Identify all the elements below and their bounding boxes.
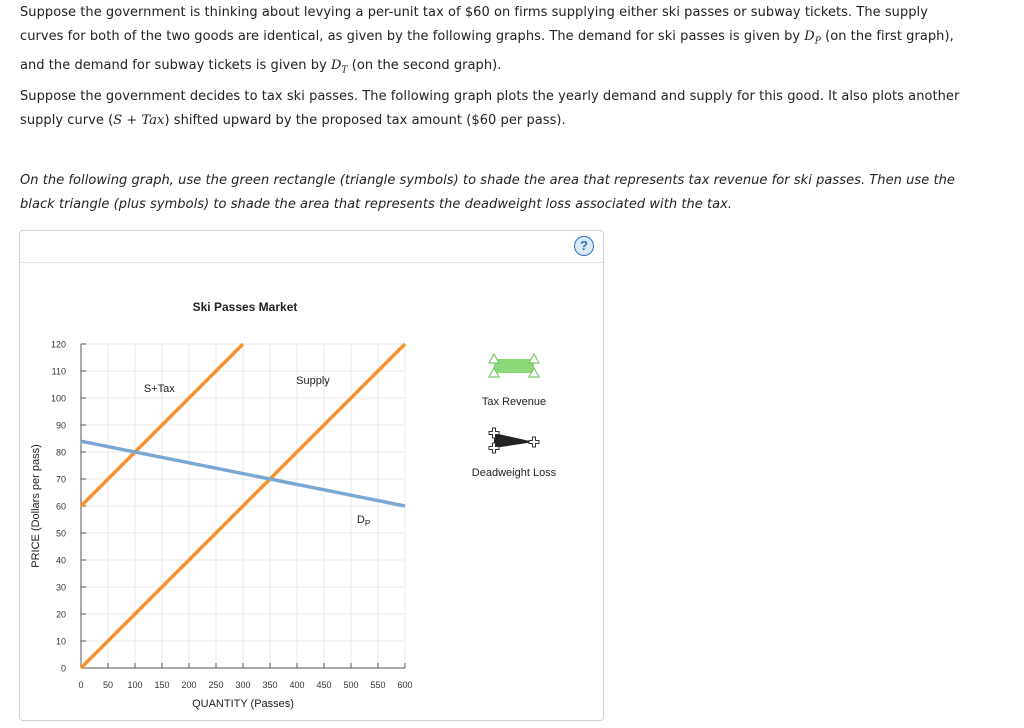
y-tick-label: 110 (51, 366, 66, 377)
tax-revenue-tool[interactable] (494, 359, 534, 373)
y-tick-label: 60 (55, 501, 66, 512)
y-axis-label: PRICE (Dollars per pass) (30, 444, 42, 568)
demand-ski-symbol: $D_P$ (804, 28, 821, 47)
y-tick-label: 40 (55, 555, 66, 566)
y-tick-label: 20 (55, 609, 66, 620)
triangle-handle-icon[interactable] (529, 354, 539, 363)
intro-paragraph: Suppose the government is thinking about levying a per-unit tax of $60 on firms supplying either ski passes or subway tickets. The supply curves for both of the two goods are identical, as given by the following graphs. The demand for ski passes is given by $D_P$ (on the first graph), and the demand for subway tickets is given by $D_T$ (on the second graph). (20, 5, 954, 76)
x-tick-label: 400 (289, 680, 305, 690)
x-tick-label: 300 (235, 680, 251, 690)
task-instructions: On the following graph, use the green rectangle (triangle symbols) to shade the area that represents tax revenue for ski passes. Then use the black triangle (plus symbols) to shade the area that represents the deadweight loss associated with the tax. (20, 173, 955, 212)
x-tick-label: 100 (127, 680, 143, 690)
deadweight-loss-tool[interactable] (494, 433, 534, 448)
triangle-handle-icon[interactable] (489, 354, 499, 363)
x-tick-label: 50 (102, 680, 114, 690)
x-tick-label: 250 (208, 680, 224, 690)
y-tick-label: 90 (55, 420, 66, 431)
y-tick-label: 50 (55, 528, 66, 539)
deadweight-loss-label: Deadweight Loss (471, 467, 557, 479)
x-axis-label: QUANTITY (Passes) (192, 698, 294, 710)
x-tick-label: 0 (78, 680, 84, 690)
demand-curve-label: $D_P$ (356, 514, 371, 529)
demand-subway-symbol: $D_T$ (331, 57, 348, 76)
chart-title: Ski Passes Market (192, 300, 298, 314)
graph-panel (19, 230, 604, 721)
x-tick-label: 500 (343, 680, 359, 690)
plus-handle-icon[interactable] (529, 437, 539, 447)
y-tick-label: 120 (50, 339, 66, 350)
supply-plus-tax-label: S+Tax (143, 383, 175, 396)
x-tick-label: 350 (262, 680, 278, 690)
supply-plus-tax-symbol: S + Tax (113, 112, 165, 128)
supply-curve-label: Supply (296, 375, 330, 388)
x-tick-label: 200 (181, 680, 197, 690)
tax-revenue-label: Tax Revenue (481, 396, 547, 408)
y-tick-label: 30 (55, 582, 66, 593)
tax-paragraph: Suppose the government decides to tax ski passes. The following graph plots the yearly demand and supply for this good. It also plots another supply curve (S + Tax) shifted upward by the proposed tax amount ($60 per pass). (20, 89, 960, 128)
x-tick-label: 450 (316, 680, 332, 690)
y-tick-label: 80 (55, 447, 66, 458)
ski-passes-chart[interactable] (20, 262, 603, 722)
y-tick-label: 10 (55, 636, 66, 647)
y-tick-label: 70 (55, 474, 66, 485)
x-tick-label: 550 (370, 680, 386, 690)
panel-header (20, 231, 603, 263)
x-tick-label: 150 (154, 680, 170, 690)
x-tick-label: 600 (397, 680, 413, 690)
y-tick-label: 100 (50, 393, 66, 404)
y-tick-label: 0 (60, 663, 66, 674)
help-icon[interactable]: ? (574, 236, 594, 256)
